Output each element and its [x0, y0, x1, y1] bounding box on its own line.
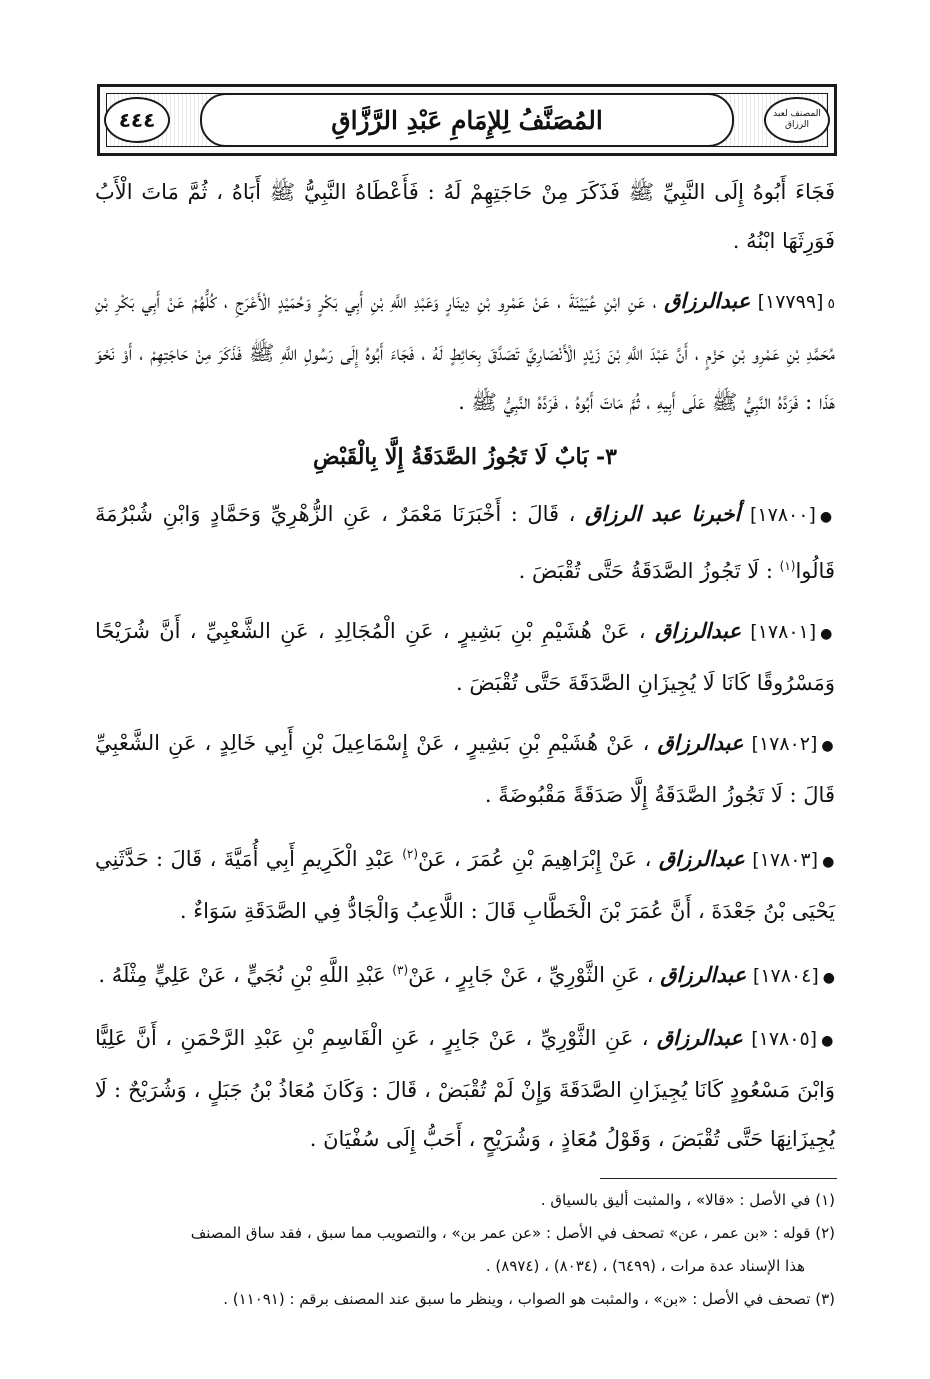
- hadith-narrator: عبدالرزاق: [664, 288, 751, 313]
- hadith-number: [١٧٨٠٣]: [752, 849, 819, 871]
- footnote-divider: [600, 1178, 837, 1179]
- hadith-narrator: عبدالرزاق: [657, 730, 744, 755]
- hadith-text: ، عَنِ الثَّوْرِيِّ ، عَنْ جَابِرٍ ، عَنِ الْقَاسِمِ بْنِ عَبْدِ الرَّحْمَنِ ، أَنَّ عَلِيًّا وَابْنَ مَسْعُودٍ كَانَا يُجِيزَانِ الصَّدَقَةَ وَإِنْ لَمْ تُقْبَضْ ، قَالَ : وَكَانَ مُعَاذُ بْنُ جَبَلٍ ، وَشُرَيْحٌ : لَا يُجِيزَانِهَا حَتَّى تُقْبَضَ ، وَقَوْلُ مُعَاذٍ ، وَشُرَيْحٍ ، أَحَبُّ إِلَى سُفْيَانَ .: [95, 1026, 835, 1151]
- header-title-frame: [200, 93, 734, 147]
- hadith-narrator: عبدالرزاق: [656, 1025, 743, 1050]
- hadith-narrator: عبدالرزاق: [655, 618, 741, 643]
- footnote-ref: (١): [779, 559, 796, 573]
- hadith-number: [١٧٨٠٥]: [751, 1028, 818, 1050]
- hadith-text: ، عَنْ هُشَيْمِ بْنِ بَشِيرٍ ، عَنِ الْمُجَالِدِ ، عَنِ الشَّعْبِيِّ ، أَنَّ شُرَيْحًا وَمَسْرُوقًا كَانَا لَا يُجِيزَانِ الصَّدَقَةَ حَتَّى تُقْبَضَ .: [95, 619, 835, 695]
- hadith-text: ، عَنْ إِبْرَاهِيمَ بْنِ عُمَرَ ، عَنْ: [418, 847, 652, 871]
- hadith-17799: [95, 276, 835, 427]
- footnotes: [95, 1186, 835, 1318]
- paragraph-continuation: [95, 168, 835, 266]
- hadith-text: ، عَنِ ابْنِ عُيَيْنَةَ ، عَنْ عَمْرِو بْنِ دِينَارٍ وَعَبْدِ اللَّهِ بْنِ أَبِي بَكْرٍ وَحُمَيْدٍ الْأَعْرَجِ ، كُلُّهُمْ عَنْ أَبِي بَكْرِ بْنِ مُحَمَّدِ بْنِ عَمْرِو بْنِ حَزْمٍ ، أَنَّ عَبْدَ اللَّهِ بْنَ زَيْدٍ الْأَنْصَارِيَّ تَصَدَّقَ بِحَائِطٍ لَهُ ، فَجَاءَ أَبُوهُ إِلَى رَسُولِ اللَّهِ ﷺ فَذَكَرَ مِنْ حَاجَتِهِمْ ، أَوْ نَحْوَ هَذَا : فَرَدَّهُ النَّبِيُّ ﷺ عَلَى أَبِيهِ ، ثُمَّ مَاتَ أَبُوهُ ، فَرَدَّهُ النَّبِيُّ ﷺ .: [95, 289, 835, 414]
- hadith-marker: ●: [822, 970, 835, 986]
- hadith-number: [١٧٨٠٠]: [750, 504, 816, 526]
- hadith-text-cont: عَبْدِ الْكَرِيمِ أَبِي أُمَيَّةَ ، قَالَ : حَدَّثَنِي يَحْيَى بْنُ جَعْدَةَ ، أَنَّ عُمَرَ بْنَ الْخَطَّابِ قَالَ : اللَّاعِبُ وَالْجَادُّ فِي الصَّدَقَةِ سَوَاءٌ .: [95, 847, 835, 923]
- hadith-number: [١٧٨٠٢]: [751, 733, 818, 755]
- page-header: [97, 84, 837, 156]
- footnote-ref: (٢): [402, 847, 419, 861]
- hadith-number: [١٧٨٠١]: [750, 621, 817, 643]
- hadith-marker: ●: [822, 854, 835, 870]
- hadith-text: ، عَنْ هُشَيْمِ بْنِ بَشِيرٍ ، عَنْ إِسْمَاعِيلَ بْنِ أَبِي خَالِدٍ ، عَنِ الشَّعْبِيِّ قَالَ : لَا تَجُوزُ الصَّدَقَةُ إِلَّا صَدَقَةً مَقْبُوضَةً .: [95, 731, 835, 807]
- page-number: ٤٤٤: [118, 108, 156, 132]
- hadith-17805: [95, 1013, 835, 1164]
- page-number-badge: [104, 97, 170, 143]
- footnote-1: (١) في الأصل : «قالا» ، والمثبت أليق بالسياق .: [540, 1191, 835, 1209]
- footnote-ref: (٣): [392, 963, 409, 977]
- hadith-marker: ●: [821, 1033, 835, 1049]
- book-title: المُصَنَّفُ لِلإِمَامِ عَبْدِ الرَّزَّاقِ: [331, 105, 603, 135]
- hadith-17802: [95, 718, 835, 820]
- paragraph-text: فَجَاءَ أَبُوهُ إِلَى النَّبِيِّ ﷺ فَذَكَرَ مِنْ حَاجَتِهِمْ لَهُ : فَأَعْطَاهُ النَّبِيُّ ﷺ أَبَاهُ ، ثُمَّ مَاتَ الْأَبُ فَوَرِثَهَا ابْنُهُ .: [95, 180, 835, 253]
- hadith-marker: ●: [821, 738, 835, 754]
- hadith-number: [١٧٧٩٩]: [757, 291, 824, 313]
- hadith-marker: ●: [820, 626, 835, 642]
- hadith-17801: [95, 606, 835, 708]
- footnote-2-cont: هذا الإسناد عدة مرات ، (٦٤٩٩) ، (٨٠٣٤) ، (٨٩٧٤) .: [485, 1257, 805, 1275]
- hadith-17800: [95, 489, 835, 596]
- footnote-2: (٢) قوله : «بن عمر ، عن» تصحف في الأصل : «عن عمر بن» ، والتصويب مما سبق ، فقد ساق المصنف: [190, 1224, 835, 1242]
- hadith-text: ، قَالَ : أَخْبَرَنَا مَعْمَرٌ ، عَنِ الزُّهْرِيِّ وَحَمَّادٍ وَابْنِ شُبْرُمَةَ قَالُوا: [95, 502, 835, 583]
- main-text: [95, 168, 835, 1174]
- hadith-marker: ٥: [827, 296, 835, 312]
- chapter-heading: ٣- بَابٌ لَا تَجُوزُ الصَّدَقَةُ إِلَّا بِالْقَبْضِ: [313, 444, 617, 470]
- hadith-narrator: عبدالرزاق: [660, 962, 747, 987]
- hadith-number: [١٧٨٠٤]: [752, 965, 819, 987]
- hadith-narrator: أخبرنا عبد الرزاق: [585, 501, 741, 526]
- hadith-text-cont: عَبْدِ اللَّهِ بْنِ نُجَيٍّ ، عَنْ عَلِيٍّ مِثْلَهُ .: [98, 963, 386, 987]
- hadith-text-cont: : لَا تَجُوزُ الصَّدَقَةُ حَتَّى تُقْبَضَ .: [518, 559, 773, 583]
- book-logo-text: المصنف لعبد الرزاق: [773, 109, 821, 130]
- hadith-text: ، عَنِ الثَّوْرِيِّ ، عَنْ جَابِرٍ ، عَنْ: [408, 963, 654, 987]
- hadith-narrator: عبدالرزاق: [658, 846, 745, 871]
- hadith-marker: ●: [819, 509, 835, 525]
- footnote-3: (٣) تصحف في الأصل : «بن» ، والمثبت هو الصواب ، وينظر ما سبق عند المصنف برقم : (١١٠٩١) .: [223, 1290, 835, 1308]
- hadith-17803: [95, 830, 835, 936]
- book-logo-seal: [764, 97, 830, 143]
- hadith-17804: [95, 946, 835, 1003]
